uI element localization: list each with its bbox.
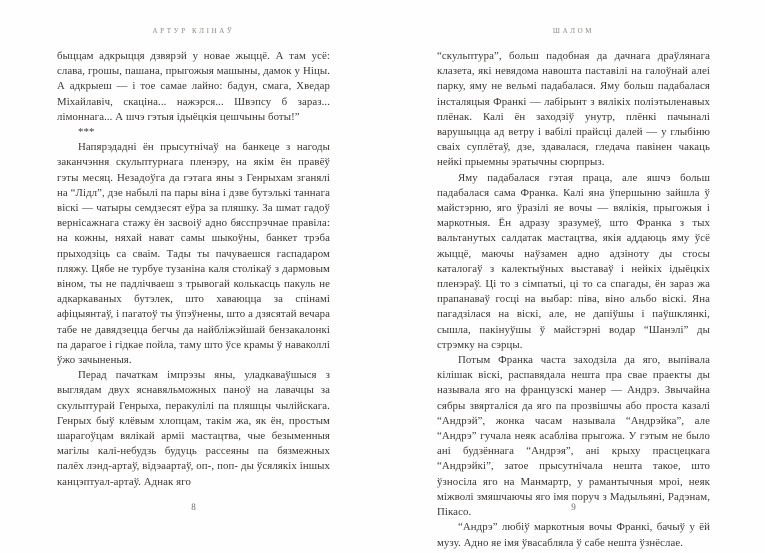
running-head-title: ШАЛОМ bbox=[552, 27, 595, 35]
paragraph: Потым Франка часта заходзіла да яго, выпівала кілішак віскі, распавядала нешта пра свае праекты ды называла яго на французскі манер — Андрэ. Звычайна сябры звярталіся да яго па прозвішчы або проста казалі “Андрэй”, жонка часам называла “Андрэйка”, але “Андрэ” гучала неяк асабліва прыгожа. У гэтым не было ані будзённага “Андрэя”, ані крыху прасцецкага “Андрэйкі”, затое прысутнічала нешта такое, што ўзносіла яго на Манмартр, у рамантычныя мроі, неяк міжволі змяшчаючы яго імя поруч з Мадыльяні, Радэнам, Пікасо. bbox=[437, 354, 710, 519]
paragraph: Перад пачаткам імпрэзы яны, уладкаваўшыся з выглядам двух яснавяльможных паноў на лавачцы за скульптурай Генрыха, перакулілі па пляшцы чылійскага. Генрых быў клёвым хлопцам, такім жа, як ён, простым шарагоўцам вялікай арміі мастацтва, чые безыменныя магілы калі-небудзь будуць рассеяны па бязмежных палёх лэнд-артаў, відэаартаў, оп-, поп- ды ўсялякіх іншых канцэптуал-артаў. Аднак яго bbox=[57, 369, 330, 488]
page-right bbox=[437, 0, 710, 553]
paragraph: “Андрэ” любіў маркотныя вочы Франкі, бачыў у ёй музу. Адно яе імя ўвасабляла ў сабе нешта ўзнёслае. bbox=[437, 521, 710, 549]
section-separator: *** bbox=[78, 126, 95, 139]
page-left bbox=[57, 0, 330, 553]
page-left-body bbox=[57, 49, 330, 490]
page-right-body bbox=[437, 49, 710, 551]
page-number-right: 9 bbox=[571, 502, 576, 512]
paragraph: Яму падабалася гэтая праца, але яшчэ больш падабалася сама Франка. Калі яна ўпершыню зайшла ў майстэрню, яго ўразілі яе вочы — вялікія, прыгожыя і маркотныя. Ён адразу зразумеў, што Франка з тых вальтанутых салдатак мастацтва, якія аддаюць яму ўсё жыццё, маючы наўзамен адно адзіноту ды стосы каталогаў з калектыўных выставаў і нейкіх ідыёцкіх пленэраў. Ці то з сімпатыі, ці то са спагады, ён зараз жа прапанаваў госці на выбар: піва, віно альбо віскі. Яна пагадзілася на віскі, але, не дапіўшы і паўшклянкі, сышла, пакінуўшы ў майстэрні водар “Шанэлі” ды стрэмку на сэрцы. bbox=[437, 171, 710, 351]
running-head-author: АРТУР КЛІНАЎ bbox=[152, 27, 235, 35]
page-number-left: 8 bbox=[191, 502, 196, 512]
paragraph: “скульптура”, больш падобная да дачнага драўлянага клазета, які невядома навошта паставілі на галоўнай алеі парку, яму не вельмі падабалася. Яму больш падабалася інсталяцыя Франкі — лабірынт з вялікіх поліэтыленавых плёнак. Калі ён заходзіў унутр, плёнкі пачыналі варушыцца ад ветру і вабілі прайсці далей — у глыбіню сваіх суплётаў, дзе, здавалася, гледача павінен чакаць нейкі прыемны эратычны сюрпрыз. bbox=[437, 50, 710, 169]
paragraph: Напярэдадні ён прысутнічаў на банкеце з нагоды заканчэння скульптурнага пленэру, на якім ён правёў гэты месяц. Незадоўга да гэтага яны з Генрыхам зганялі на “Лідл”, дзе набылі па пары віна і дзве бутэлькі таннага віскі — чатыры семдзесят еўра за пляшку. За шмат гадоў вернісажнага стажу ён засвоіў адно бясспрэчнае правіла: на кожны, няхай нават самы шыкоўны, банкет трэба прыходзіць са сваім. Тады ты пачуваешся гаспадаром пляжу. Цябе не турбуе тузаніна каля столікаў з дармовым віном, ты не падлічваеш з трывогай колькасць пакуль не адкаркаваных бутэлек, што хаваюцца за спінамі афіцыянтаў, і пагатоў ты ўпэўнены, што а дзясятай вечара табе не давядзецца бегчы да найбліжэйшай бензакалонкі па дарагое і гідкае пойла, таму што ўсе крамы ў наваколлі ўжо зачыненыя. bbox=[57, 141, 330, 367]
paragraph: быццам адкрыцця дзвярэй у новае жыццё. А там усё: слава, грошы, пашана, прыгожыя машыны, дамок у Ніцы. А адкрыеш — і тое самае лайно: бадун, смага, Хведар Міхайлавіч, скаціна... нажэрся... Швэпсу б зараз... лімоннага... А шчэ гэтыя ідыёцкія цешчыны боты!” bbox=[57, 50, 330, 123]
